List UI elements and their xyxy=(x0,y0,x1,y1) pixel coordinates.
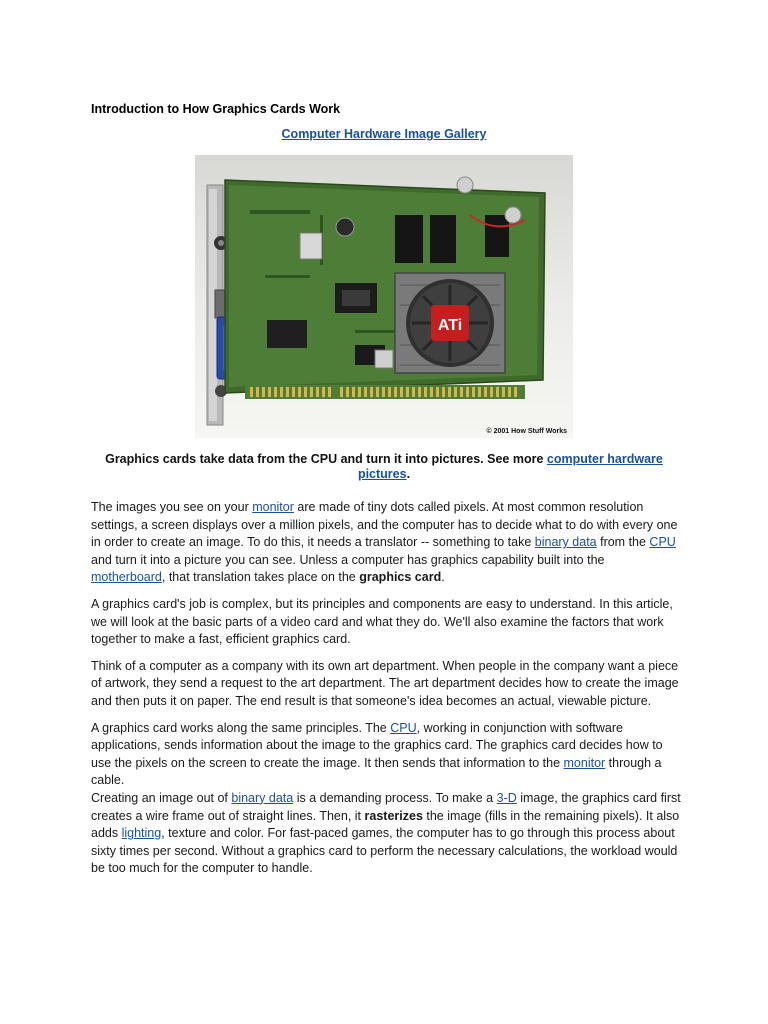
text-span: , that translation takes place on the xyxy=(161,570,360,585)
paragraph-4 xyxy=(91,720,681,790)
monitor-link[interactable]: monitor xyxy=(563,755,606,770)
binary-data-link[interactable]: binary data xyxy=(231,790,294,805)
text-span: Creating an image out of xyxy=(91,790,232,805)
graphics-card-photo xyxy=(195,155,573,438)
binary-data-link[interactable]: binary data xyxy=(534,535,597,550)
text-span: is a demanding process. To make a xyxy=(293,790,497,805)
text-span: from the xyxy=(596,535,650,550)
paragraph-3: Think of a computer as a company with its own art department. When people in the company want a piece of artwork, they send a request to the art department. The art department decides how to create the image and then puts it on paper. The end result is that someone's idea becomes an actual, viewable picture. xyxy=(91,658,679,708)
text-span: , working in conjunction with software applications, sends information about the image to the graphics card. The graphics card decides how to use the pixels on the screen to create the image. It then sends that information to the xyxy=(91,720,663,770)
image-caption xyxy=(100,452,668,482)
text-span: through a cable. xyxy=(91,755,662,788)
bold-term: rasterizes xyxy=(364,808,423,823)
caption-end: . xyxy=(406,467,411,481)
text-span: The images you see on your xyxy=(91,500,253,514)
text-span: image, the graphics card first creates a wire frame out of straight lines. Then, it xyxy=(91,790,681,823)
image-gallery-link[interactable]: Computer Hardware Image Gallery xyxy=(281,127,487,141)
text-span: the image (fills in the remaining pixels). It also adds xyxy=(91,808,680,841)
graphics-card-illustration xyxy=(195,155,573,438)
image-copyright: © 2001 How Stuff Works xyxy=(486,428,567,435)
motherboard-link[interactable]: motherboard xyxy=(91,570,162,585)
article-body xyxy=(91,499,681,878)
bold-term: graphics card xyxy=(359,570,442,585)
paragraph-5 xyxy=(91,790,681,878)
cpu-link[interactable]: CPU xyxy=(649,535,676,550)
text-span: are made of tiny dots called pixels. At most common resolution settings, a screen displays over a million pixels, and the computer has to decide what to do with every one in order to create an image. To do this, it needs a translator -- something to take xyxy=(91,500,678,550)
text-span: and turn it into a picture you can see. Unless a computer has graphics capability built into the xyxy=(91,552,605,567)
paragraph-2: A graphics card's job is complex, but its principles and components are easy to understand. In this article, we will look at the basic parts of a video card and what they do. We'll also examine the factors that work together to make a fast, efficient graphics card. xyxy=(91,596,673,647)
text-span: . xyxy=(441,570,445,585)
computer-hardware-pictures-link[interactable]: computer hardware pictures xyxy=(357,452,663,481)
text-span: , texture and color. For fast-paced games, the computer has to go through this process about sixty times per second. Without a graphics card to perform the necessary calculations, the workload would be too much for the computer to handle. xyxy=(91,826,678,876)
paragraph-1 xyxy=(91,499,681,587)
3d-link[interactable]: 3-D xyxy=(496,790,517,805)
lighting-link[interactable]: lighting xyxy=(121,826,162,841)
text-span: A graphics card works along the same principles. The xyxy=(91,720,391,735)
monitor-link[interactable]: monitor xyxy=(252,500,294,514)
caption-text: Graphics cards take data from the CPU and turn it into pictures. See more xyxy=(105,452,547,466)
cpu-link[interactable]: CPU xyxy=(390,720,417,735)
gallery-link-container xyxy=(0,127,768,141)
article-title: Introduction to How Graphics Cards Work xyxy=(91,102,341,116)
chip-brand-logo: ATi xyxy=(437,317,463,334)
